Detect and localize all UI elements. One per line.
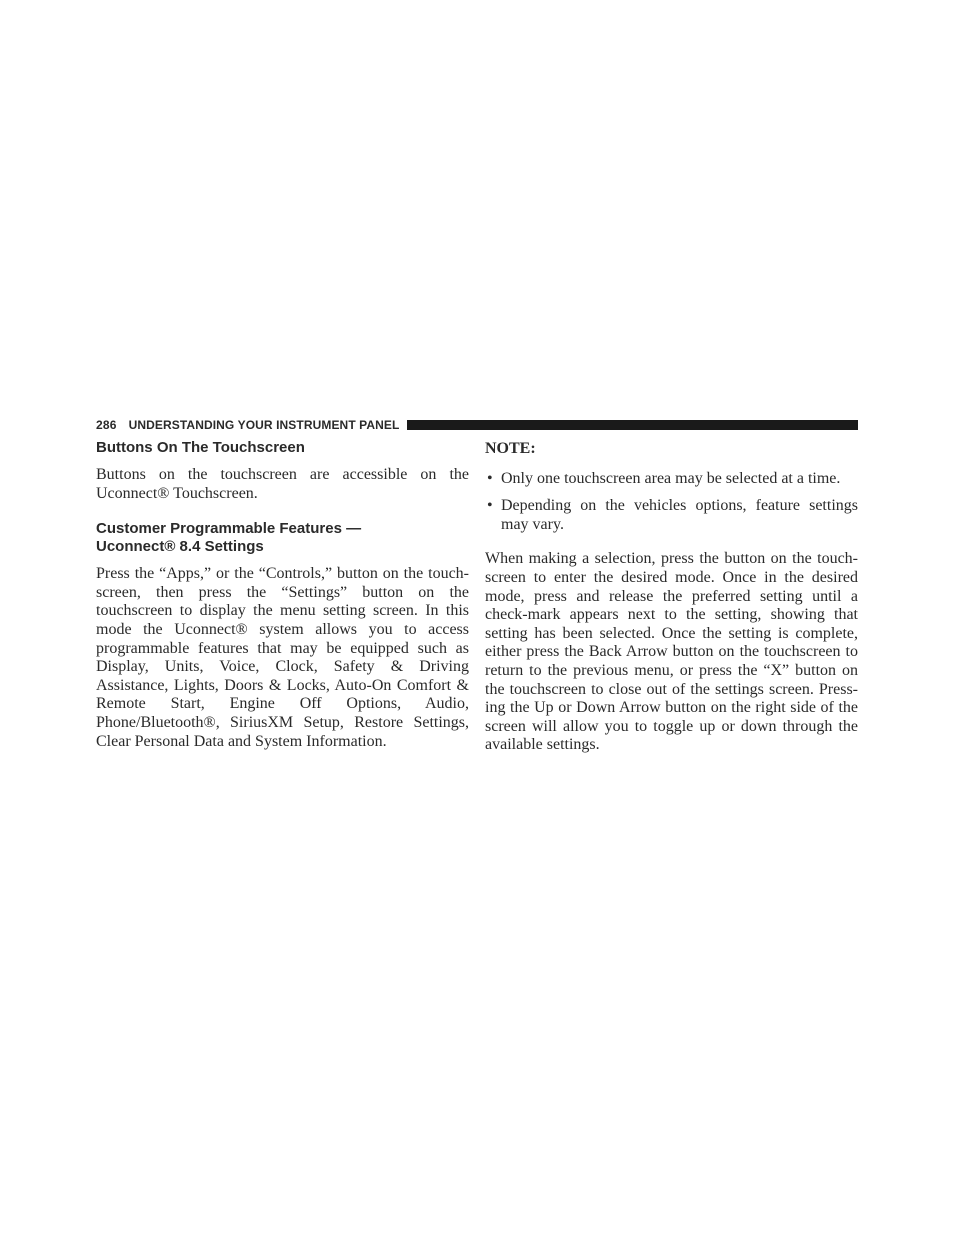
note-label: NOTE:: [485, 440, 536, 457]
section-heading-programmable-features: [96, 520, 469, 556]
bullet-icon: •: [487, 469, 493, 487]
heading-line-2: Uconnect® 8.4 Settings: [96, 538, 264, 556]
bullet-icon: •: [487, 497, 493, 515]
heading-line-1: Customer Programmable Features —: [96, 520, 362, 538]
selection-paragraph: When making a selection, press the button on the touchscreen to enter the desired mode. Once in the desired mode, press and release the preferred setting until a check-mark appears next to the setting, showing that setting has been selected. Once the setting is complete, either press the Back Arrow button on the touchscreen to return to the previous menu, or press the “X” button on the touchscreen to close out of the settings screen. Pressing the Up or Down Arrow button on the right side of the screen will allow you to toggle up or down through the available settings.: [485, 550, 858, 754]
left-column: [96, 437, 469, 751]
running-title: UNDERSTANDING YOUR INSTRUMENT PANEL: [128, 418, 400, 432]
right-column: [485, 437, 858, 755]
section-heading-buttons: Buttons On The Touchscreen: [96, 439, 305, 456]
bullet-text: Depending on the vehicles options, feature settings may vary.: [501, 497, 858, 533]
list-item: [485, 497, 858, 534]
bullet-text: Only one touchscreen area may be selected at a time.: [501, 469, 841, 487]
page-header: [96, 416, 858, 434]
buttons-paragraph: Buttons on the touchscreen are accessible on the Uconnect® Touchscreen.: [96, 466, 469, 502]
list-item: [485, 470, 858, 489]
header-rule: [407, 420, 858, 430]
settings-paragraph: Press the “Apps,” or the “Controls,” button on the touchscreen, then press the “Settings” button on the touchscreen to display the menu setting screen. In this mode the Uconnect® system allows you to access programmable features that may be equipped such as Display, Units, Voice, Clock, Safety & Driving Assistance, Lights, Doors & Locks, Auto-On Comfort & Remote Start, Engine Off Options, Audio, Phone/Bluetooth®, SiriusXM Setup, Restore Settings, Clear Personal Data and System Information.: [96, 565, 469, 750]
page-number: 286: [96, 418, 117, 432]
note-bullet-list: [485, 470, 858, 535]
